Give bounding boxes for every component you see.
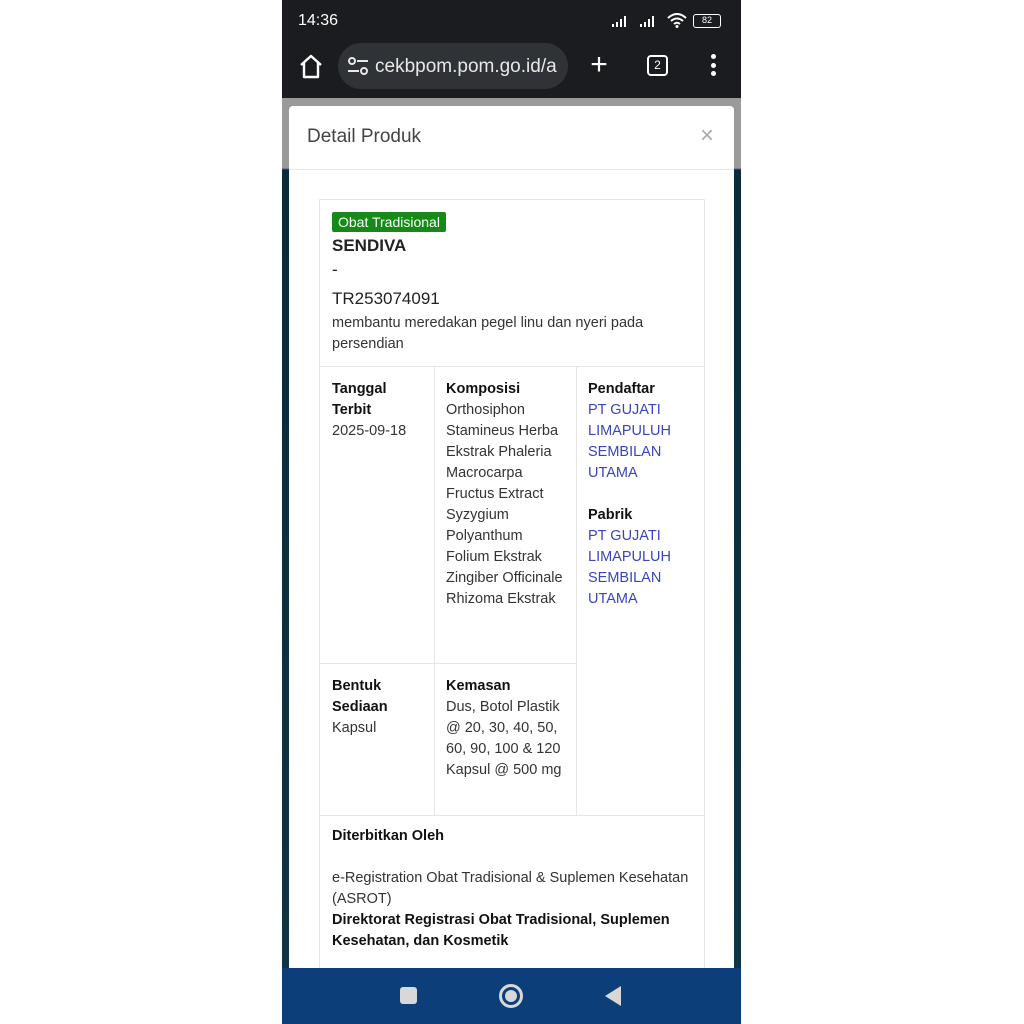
field-label: Kemasan	[446, 678, 511, 694]
browser-toolbar	[282, 42, 741, 98]
status-icons	[611, 13, 721, 28]
registration-number: TR253074091	[332, 289, 440, 308]
more-vert-icon[interactable]	[706, 54, 720, 80]
product-detail-modal	[289, 106, 734, 968]
field-label: Pabrik	[588, 507, 633, 523]
grid-divider	[320, 663, 576, 664]
back-icon[interactable]	[605, 986, 621, 1006]
issuer-directorate: Direktorat Registrasi Obat Tradisional, Suplemen Kesehatan, dan Kosmetik	[332, 912, 670, 949]
grid-divider	[576, 367, 577, 815]
home-icon[interactable]	[296, 52, 326, 82]
field-tanggal-terbit	[332, 379, 428, 442]
field-value: Orthosiphon Stamineus Herba Ekstrak Phaleria Macrocarpa Fructus Extract Syzygium Polyanthum Folium Ekstrak Zingiber Officinale Rhizoma Ekstrak	[446, 402, 563, 607]
signal-icon	[639, 14, 661, 28]
grid-divider	[434, 367, 435, 815]
wifi-icon	[667, 13, 687, 28]
battery-icon: 82	[693, 14, 721, 28]
field-value: Kapsul	[332, 720, 377, 736]
field-label: Komposisi	[446, 381, 521, 397]
field-pendaftar	[588, 379, 698, 484]
field-label: Tanggal Terbit	[332, 381, 387, 418]
new-tab-button[interactable]: +	[590, 48, 608, 81]
pabrik-link[interactable]: PT GUJATI LIMAPULUH SEMBILAN UTAMA	[588, 528, 671, 607]
field-bentuk-sediaan	[332, 676, 428, 739]
field-value: Dus, Botol Plastik @ 20, 30, 40, 50, 60, 90, 100 & 120 Kapsul @ 500 mg	[446, 699, 562, 778]
issuer-label: Diterbitkan Oleh	[332, 828, 444, 844]
close-icon[interactable]: ×	[699, 122, 714, 149]
issuer-block	[332, 826, 694, 952]
product-summary	[320, 200, 704, 367]
field-value: 2025-09-18	[332, 423, 407, 439]
home-nav-icon[interactable]	[499, 984, 523, 1008]
phone-screen	[282, 0, 741, 1024]
signal-icon	[611, 14, 633, 28]
status-time: 14:36	[298, 12, 339, 29]
field-pabrik	[588, 505, 698, 610]
issuer-system: e-Registration Obat Tradisional & Suplemen Kesehatan (ASROT)	[332, 870, 689, 907]
modal-title: Detail Produk	[307, 126, 422, 147]
field-kemasan	[446, 676, 570, 781]
product-separator: -	[332, 260, 338, 279]
field-label: Pendaftar	[588, 381, 655, 397]
tune-icon[interactable]	[346, 55, 370, 77]
field-label: Bentuk Sediaan	[332, 678, 388, 715]
category-badge: Obat Tradisional	[332, 212, 446, 232]
modal-header	[289, 106, 734, 170]
android-nav-bar	[282, 968, 741, 1024]
product-description: membantu meredakan pegel linu dan nyeri pada persendian	[332, 315, 644, 352]
status-bar	[282, 0, 741, 42]
product-name: SENDIVA	[332, 236, 407, 255]
recents-icon[interactable]	[400, 987, 417, 1004]
pendaftar-link[interactable]: PT GUJATI LIMAPULUH SEMBILAN UTAMA	[588, 402, 671, 481]
tab-switcher-button[interactable]: 2	[647, 55, 668, 76]
address-bar[interactable]	[338, 43, 568, 89]
grid-divider	[320, 815, 704, 816]
product-card	[319, 199, 705, 968]
field-komposisi	[446, 379, 570, 610]
url-text[interactable]: cekbpom.pom.go.id/a	[375, 56, 557, 77]
